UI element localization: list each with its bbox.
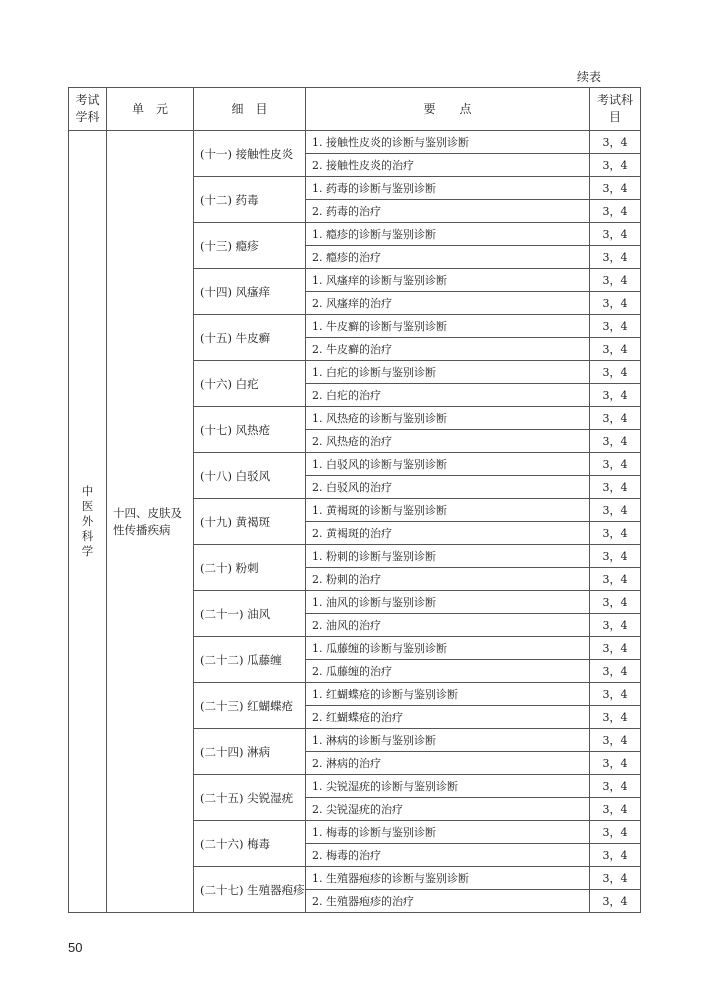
point-cell: 1. 药毒的诊断与鉴别诊断 [306,177,590,200]
point-cell: 2. 风热疮的治疗 [306,430,590,453]
item-cell: (二十七) 生殖器疱疹 [194,867,306,913]
header-item: 细 目 [194,88,306,131]
point-cell: 1. 梅毒的诊断与鉴别诊断 [306,821,590,844]
point-cell: 2. 生殖器疱疹的治疗 [306,890,590,913]
exam-cell: 3，4 [590,614,641,637]
header-unit: 单 元 [107,88,194,131]
continued-label: 续表 [577,70,602,84]
exam-cell: 3，4 [590,338,641,361]
item-cell: (二十) 粉刺 [194,545,306,591]
item-cell: (二十六) 梅毒 [194,821,306,867]
exam-cell: 3，4 [590,292,641,315]
point-cell: 1. 接触性皮炎的诊断与鉴别诊断 [306,131,590,154]
point-cell: 2. 黄褐斑的治疗 [306,522,590,545]
exam-cell: 3，4 [590,522,641,545]
exam-cell: 3，4 [590,798,641,821]
exam-cell: 3，4 [590,844,641,867]
point-cell: 2. 药毒的治疗 [306,200,590,223]
exam-cell: 3，4 [590,384,641,407]
point-cell: 2. 白疕的治疗 [306,384,590,407]
unit-cell: 十四、皮肤及性传播疾病 [107,131,194,913]
exam-cell: 3，4 [590,407,641,430]
point-cell: 2. 白驳风的治疗 [306,476,590,499]
exam-cell: 3，4 [590,269,641,292]
exam-cell: 3，4 [590,476,641,499]
exam-cell: 3，4 [590,177,641,200]
item-cell: (二十一) 油风 [194,591,306,637]
point-cell: 2. 尖锐湿疣的治疗 [306,798,590,821]
exam-cell: 3，4 [590,453,641,476]
item-cell: (二十二) 瓜藤缠 [194,637,306,683]
item-cell: (十五) 牛皮癣 [194,315,306,361]
item-cell: (十四) 风瘙痒 [194,269,306,315]
header-exam: 考试科目 [590,88,641,131]
exam-cell: 3，4 [590,821,641,844]
table-row [69,131,641,154]
header-subject: 考试学科 [69,88,107,131]
item-cell: (十三) 瘾疹 [194,223,306,269]
exam-cell: 3，4 [590,430,641,453]
exam-cell: 3，4 [590,223,641,246]
point-cell: 1. 牛皮癣的诊断与鉴别诊断 [306,315,590,338]
point-cell: 1. 油风的诊断与鉴别诊断 [306,591,590,614]
exam-cell: 3，4 [590,200,641,223]
table-header-row [69,88,641,131]
item-cell: (二十五) 尖锐湿疣 [194,775,306,821]
point-cell: 1. 粉刺的诊断与鉴别诊断 [306,545,590,568]
item-cell: (十二) 药毒 [194,177,306,223]
point-cell: 2. 风瘙痒的治疗 [306,292,590,315]
point-cell: 1. 风热疮的诊断与鉴别诊断 [306,407,590,430]
exam-cell: 3，4 [590,683,641,706]
exam-cell: 3，4 [590,246,641,269]
point-cell: 1. 瓜藤缠的诊断与鉴别诊断 [306,637,590,660]
item-cell: (十八) 白驳风 [194,453,306,499]
point-cell: 1. 白驳风的诊断与鉴别诊断 [306,453,590,476]
item-cell: (十一) 接触性皮炎 [194,131,306,177]
point-cell: 2. 油风的治疗 [306,614,590,637]
exam-cell: 3，4 [590,154,641,177]
exam-cell: 3，4 [590,591,641,614]
point-cell: 1. 瘾疹的诊断与鉴别诊断 [306,223,590,246]
exam-cell: 3，4 [590,752,641,775]
exam-cell: 3，4 [590,867,641,890]
header-points: 要 点 [306,88,590,131]
exam-cell: 3，4 [590,131,641,154]
point-cell: 1. 黄褐斑的诊断与鉴别诊断 [306,499,590,522]
point-cell: 2. 瘾疹的治疗 [306,246,590,269]
item-cell: (十九) 黄褐斑 [194,499,306,545]
exam-cell: 3，4 [590,568,641,591]
exam-cell: 3，4 [590,729,641,752]
exam-cell: 3，4 [590,637,641,660]
subject-cell [69,131,107,913]
point-cell: 1. 淋病的诊断与鉴别诊断 [306,729,590,752]
item-cell: (二十三) 红蝴蝶疮 [194,683,306,729]
point-cell: 2. 粉刺的治疗 [306,568,590,591]
point-cell: 2. 牛皮癣的治疗 [306,338,590,361]
exam-cell: 3，4 [590,545,641,568]
exam-cell: 3，4 [590,660,641,683]
point-cell: 1. 生殖器疱疹的诊断与鉴别诊断 [306,867,590,890]
subject-text: 中医外科学 [81,484,94,558]
point-cell: 2. 红蝴蝶疮的治疗 [306,706,590,729]
point-cell: 2. 淋病的治疗 [306,752,590,775]
exam-cell: 3，4 [590,775,641,798]
item-cell: (二十四) 淋病 [194,729,306,775]
syllabus-table [68,87,641,913]
exam-cell: 3，4 [590,315,641,338]
exam-cell: 3，4 [590,499,641,522]
page-number: 50 [68,940,83,955]
item-cell: (十七) 风热疮 [194,407,306,453]
point-cell: 2. 梅毒的治疗 [306,844,590,867]
point-cell: 2. 接触性皮炎的治疗 [306,154,590,177]
point-cell: 1. 红蝴蝶疮的诊断与鉴别诊断 [306,683,590,706]
item-cell: (十六) 白疕 [194,361,306,407]
point-cell: 1. 尖锐湿疣的诊断与鉴别诊断 [306,775,590,798]
table-body [69,131,641,913]
exam-cell: 3，4 [590,361,641,384]
exam-cell: 3，4 [590,890,641,913]
point-cell: 1. 风瘙痒的诊断与鉴别诊断 [306,269,590,292]
point-cell: 2. 瓜藤缠的治疗 [306,660,590,683]
point-cell: 1. 白疕的诊断与鉴别诊断 [306,361,590,384]
exam-cell: 3，4 [590,706,641,729]
